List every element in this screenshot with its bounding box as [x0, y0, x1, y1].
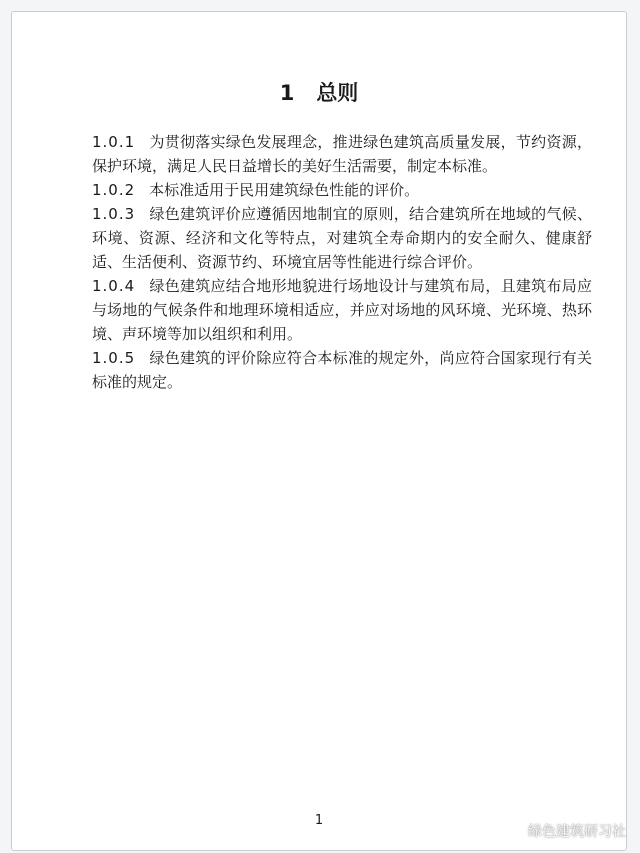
clause-1-0-1: [92, 130, 592, 178]
clause-1-0-2: [92, 178, 592, 202]
clause-list: [92, 130, 592, 394]
chapter-title-text: 总则: [316, 81, 359, 105]
clause-text: 绿色建筑应结合地形地貌进行场地设计与建筑布局，且建筑布局应与场地的气候条件和地理环境相适应，并应对场地的风环境、光环境、热环境、声环境等加以组织和利用。: [92, 277, 592, 343]
document-page: [11, 11, 627, 851]
watermark: [501, 821, 626, 841]
clause-number: 1.0.1: [92, 133, 136, 151]
chapter-title: [12, 78, 626, 108]
clause-text: 为贯彻落实绿色发展理念，推进绿色建筑高质量发展，节约资源，保护环境，满足人民日益增长的美好生活需要，制定本标准。: [92, 133, 592, 175]
watermark-text: 绿色建筑研习社: [528, 824, 626, 840]
clause-1-0-3: [92, 202, 592, 274]
clause-number: 1.0.2: [92, 181, 136, 199]
wechat-icon: [501, 822, 523, 840]
chapter-number: 1: [279, 81, 295, 105]
clause-text: 绿色建筑的评价除应符合本标准的规定外，尚应符合国家现行有关标准的规定。: [92, 349, 592, 391]
clause-1-0-5: [92, 346, 592, 394]
clause-text: 本标准适用于民用建筑绿色性能的评价。: [149, 181, 420, 199]
clause-text: 绿色建筑评价应遵循因地制宜的原则，结合建筑所在地域的气候、环境、资源、经济和文化等特点，对建筑全寿命期内的安全耐久、健康舒适、生活便利、资源节约、环境宜居等性能进行综合评价。: [92, 205, 592, 271]
clause-number: 1.0.5: [92, 349, 136, 367]
clause-number: 1.0.3: [92, 205, 136, 223]
clause-1-0-4: [92, 274, 592, 346]
page-number: 1: [314, 813, 324, 828]
clause-number: 1.0.4: [92, 277, 136, 295]
